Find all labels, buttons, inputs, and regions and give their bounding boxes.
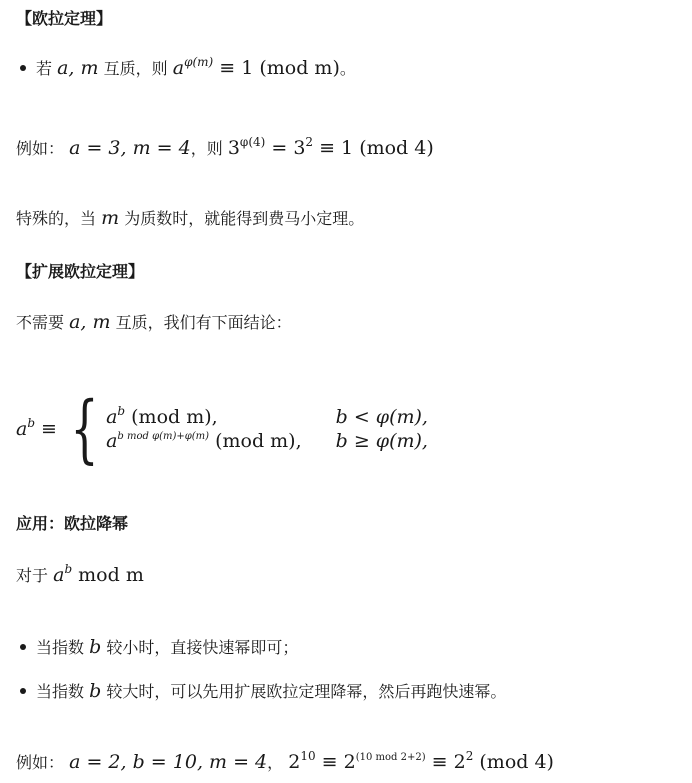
text-fragment: 互质，我们有下面结论： [115,313,292,332]
bullet-icon [20,688,26,694]
fermat-note [16,206,364,229]
extended-euler-formula [16,387,428,471]
text-fragment: ， [267,753,284,772]
example-label: 例如： [16,753,65,772]
euler-theorem-heading: 【欧拉定理】 [16,9,113,28]
math-var: b [89,636,102,658]
bullet-icon [20,65,26,71]
text-fragment: ，则 [190,139,223,158]
text-fragment: 当指数 [36,638,85,657]
left-brace-icon: { [70,386,99,472]
math-vars: a, m [69,311,111,333]
extended-intro [16,310,292,333]
text-fragment: 互质，则 [103,59,168,78]
math-condition: a = 3, m = 4 [69,137,191,159]
application-example [16,750,554,773]
formula-lhs: $a^b$ ≡ [16,416,57,440]
case-2-expr: $a^{b mod \varphi(m)+\varphi(m)}$ (mod m), [106,430,302,452]
application-intro [16,563,144,586]
math-var: b [89,680,102,702]
formula-cases [106,406,428,452]
text-fragment: 为质数时，就能得到费马小定理。 [124,209,365,228]
example-formula: $2^{10} \equiv 2^{(10 mod 2+2)} \equiv 2^2$ (mod 4) [288,749,554,773]
text-fragment: 若 [36,59,53,78]
bullet-icon [20,644,26,650]
math-vars: a, m [57,57,99,79]
extended-euler-heading: 【扩展欧拉定理】 [16,262,145,281]
text-fragment: 较小时，直接快速幂即可； [106,638,299,657]
example-label: 例如： [16,139,65,158]
case-2-condition: b ≥ φ(m), [335,430,428,452]
text-fragment: 较大时，可以先用扩展欧拉定理降幂，然后再跑快速幂。 [106,682,507,701]
text-fragment: 对于 [16,566,49,585]
application-bullet-small [16,635,298,658]
example-formula: $3^{\varphi(4)} = 3^2 \equiv 1$ (mod 4) [227,135,434,159]
application-bullet-large [16,679,506,702]
euler-example [16,136,434,159]
text-fragment: 特殊的，当 [16,209,97,228]
math-var: m [101,207,120,229]
case-1-expr: $a^b$ (mod m), [106,404,218,428]
text-fragment: 当指数 [36,682,85,701]
text-fragment: 不需要 [16,313,65,332]
math-condition: a = 2, b = 10, m = 4 [69,751,268,773]
text-fragment: 。 [339,59,356,78]
euler-theorem-statement [16,56,356,79]
application-formula: $a^b$ mod m [53,562,144,586]
application-heading: 应用：欧拉降幂 [16,514,129,533]
euler-formula: $a^{\varphi(m)} \equiv 1$ (mod m) [172,55,340,79]
case-1-condition: b < φ(m), [335,406,428,428]
